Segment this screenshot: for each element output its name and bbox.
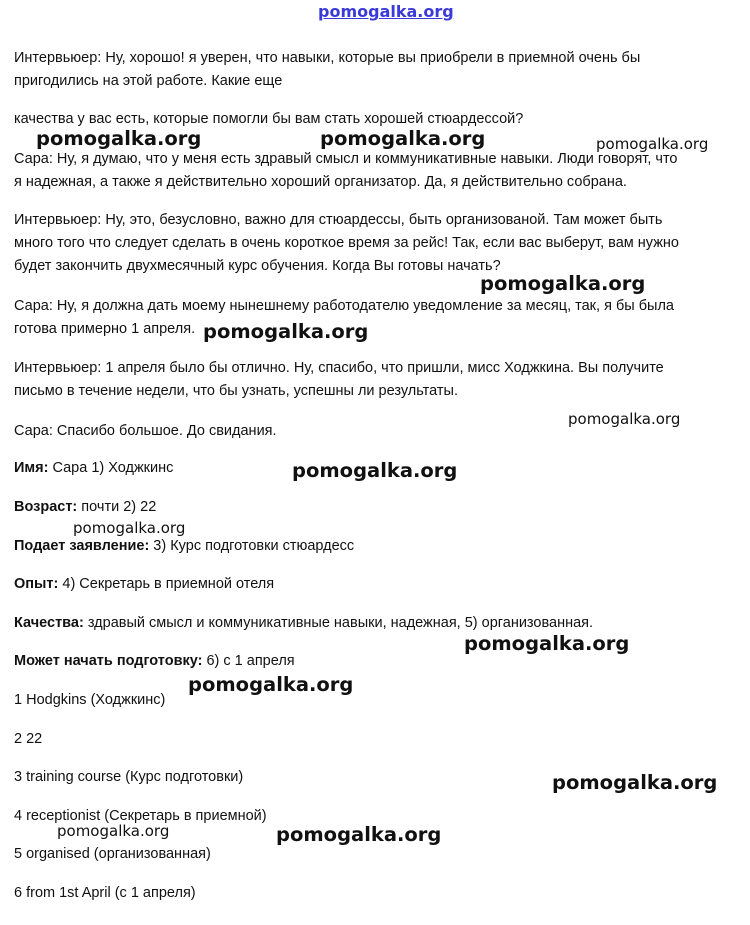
dialogue-interviewer-1-line-2: пригодились на этой работе. Какие еще <box>14 73 283 89</box>
watermark: pomogalka.org <box>596 135 709 153</box>
form-row-age <box>14 496 156 519</box>
dialogue-interviewer-3-line-2: письмо в течение недели, что бы узнать, успешны ли результаты. <box>14 383 458 399</box>
form-label-experience: Опыт: <box>14 576 59 592</box>
dialogue-sara-3-line-1: Сара: Спасибо большое. До свидания. <box>14 423 277 439</box>
form-label-applying: Подает заявление: <box>14 538 150 554</box>
answer-6: 6 from 1st April (с 1 апреля) <box>14 885 196 901</box>
answer-5: 5 organised (организованная) <box>14 846 211 862</box>
watermark: pomogalka.org <box>464 632 630 655</box>
dialogue-interviewer-3-line-1: Интервьюер: 1 апреля было бы отлично. Ну, спасибо, что пришли, мисс Ходжкина. Вы получите <box>14 360 664 376</box>
dialogue-sara-2-line-1: Сара: Ну, я должна дать моему нынешнему работодателю уведомление за месяц, так, я бы была <box>14 298 674 314</box>
watermark: pomogalka.org <box>568 410 681 428</box>
dialogue-interviewer-1-line-3: качества у вас есть, которые помогли бы вам стать хорошей стюардессой? <box>14 111 524 127</box>
watermark: pomogalka.org <box>552 771 718 794</box>
watermark: pomogalka.org <box>480 272 646 295</box>
watermark: pomogalka.org <box>36 127 202 150</box>
dialogue-interviewer-2-line-1: Интервьюер: Ну, это, безусловно, важно для стюардессы, быть организованой. Там может быть <box>14 212 663 228</box>
form-label-start: Может начать подготовку: <box>14 653 203 669</box>
dialogue-sara-1-line-1: Сара: Ну, я думаю, что у меня есть здравый смысл и коммуникативные навыки. Люди говорят, что <box>14 151 678 167</box>
header-watermark-link[interactable]: pomogalka.org <box>318 2 454 21</box>
form-row-name <box>14 457 173 480</box>
dialogue-interviewer-2-line-2: много того что следует сделать в очень короткое время за рейс! Так, если вас выберут, вам нужно <box>14 235 679 251</box>
form-value-applying: 3) Курс подготовки стюардесс <box>149 538 355 554</box>
form-value-experience: 4) Секретарь в приемной отеля <box>58 576 275 592</box>
watermark: pomogalka.org <box>203 320 369 343</box>
watermark: pomogalka.org <box>188 673 354 696</box>
watermark: pomogalka.org <box>276 823 442 846</box>
form-row-start <box>14 650 295 673</box>
watermark: pomogalka.org <box>73 519 186 537</box>
form-label-name: Имя: <box>14 460 49 476</box>
dialogue-sara-2-line-2: готова примерно 1 апреля. <box>14 321 196 337</box>
form-value-qualities: здравый смысл и коммуникативные навыки, надежная, 5) организованная. <box>83 615 594 631</box>
form-row-applying <box>14 535 354 558</box>
dialogue-sara-1-line-2: я надежная, а также я действительно хороший организатор. Да, я действительно собрана. <box>14 174 627 190</box>
form-value-start: 6) с 1 апреля <box>202 653 295 669</box>
dialogue-interviewer-2-line-3: будет закончить двухмесячный курс обучения. Когда Вы готовы начать? <box>14 258 501 274</box>
watermark: pomogalka.org <box>292 459 458 482</box>
form-value-name: Сара 1) Ходжкинс <box>48 460 174 476</box>
watermark: pomogalka.org <box>57 822 170 840</box>
answer-4: 4 receptionist (Секретарь в приемной) <box>14 808 267 824</box>
answer-2: 2 22 <box>14 731 43 747</box>
answer-1: 1 Hodgkins (Ходжкинс) <box>14 692 166 708</box>
watermark: pomogalka.org <box>320 127 486 150</box>
form-row-experience <box>14 573 274 596</box>
form-label-age: Возраст: <box>14 499 78 515</box>
answer-3: 3 training course (Курс подготовки) <box>14 769 244 785</box>
form-value-age: почти 2) 22 <box>77 499 157 515</box>
form-label-qualities: Качества: <box>14 615 84 631</box>
dialogue-interviewer-1-line-1: Интервьюер: Ну, хорошо! я уверен, что навыки, которые вы приобрели в приемной очень бы <box>14 50 641 66</box>
